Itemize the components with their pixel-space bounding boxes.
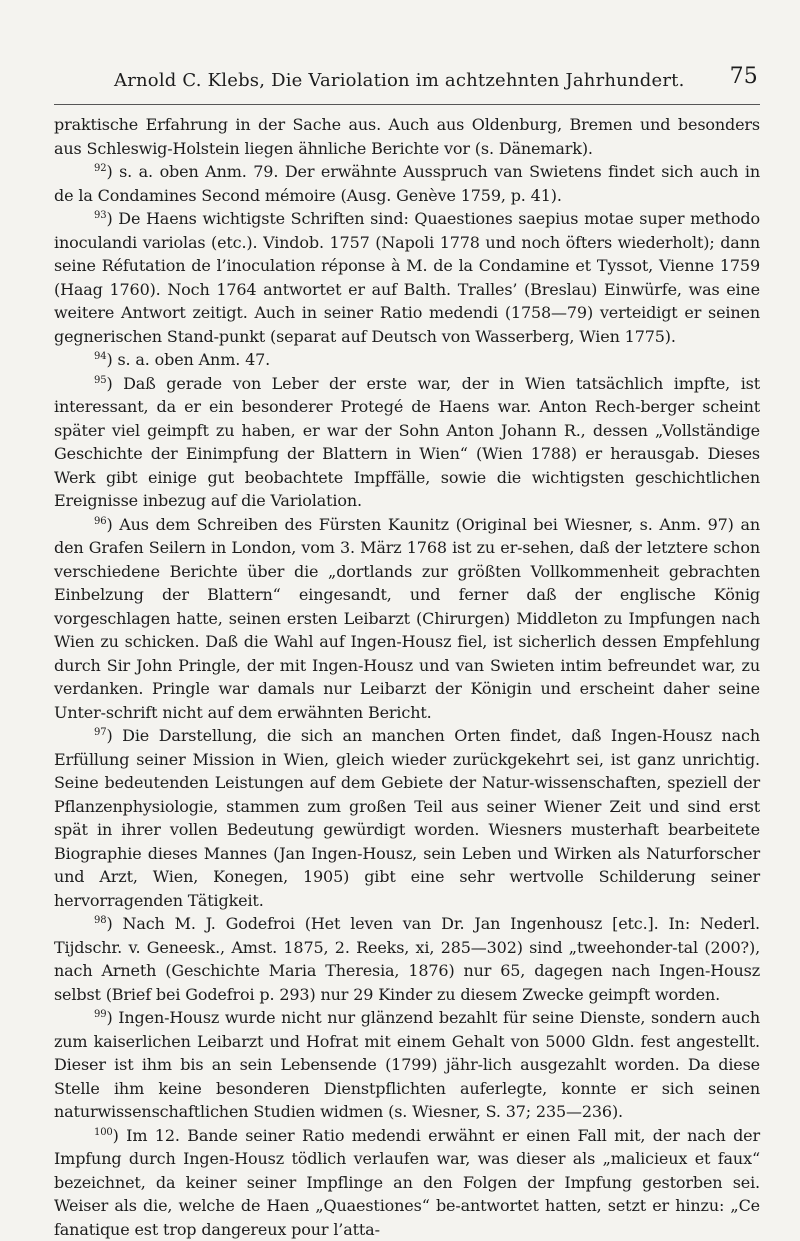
running-title: Arnold C. Klebs, Die Variolation im achtzehnten Jahrhundert.: [114, 70, 685, 91]
footnote-marker: 99: [94, 1009, 106, 1020]
footnote-96: $^{96}$) Aus dem Schreiben des Fürsten Kaunitz (Original bei Wiesner, s. Anm. 97) an den Grafen Seilern in London, vom 3. März 1768 ist zu er-sehen, daß der letztere schon verschiedene Berichte über die „dortlands zur größten Vollkommenheit gebrachten Einbelzung der Blattern“ eingesandt, und ferner daß der englische König vorgeschlagen hatte, seinen ersten Leibarzt (Chirurgen) Middleton zu Impfungen nach Wien zu schicken. Daß die Wahl auf Ingen-Housz fiel, ist sicherlich dessen Empfehlung durch Sir John Pringle, der mit Ingen-Housz und van Swieten intim befreundet war, zu verdanken. Pringle war damals nur Leibarzt der Königin und erscheint daher seine Unter-schrift nicht auf dem erwähnten Bericht.: [54, 513, 760, 725]
continued-paragraph: [54, 113, 760, 160]
footnote-93: $^{93}$) De Haens wichtigste Schriften sind: Quaestiones saepius motae super methodo inoculandi variolas (etc.). Vindob. 1757 (Napoli 1778 und noch öfters wiederholt); dann seine Réfutation de l’inoculation réponse à M. de la Condamine et Tyssot, Vienne 1759 (Haag 1760). Noch 1764 antwortet er auf Balth. Tralles’ (Breslau) Einwürfe, was eine weitere Antwort zeitigt. Auch in seiner Ratio medendi (1758—79) verteidigt er seinen gegnerischen Stand-punkt (separat auf Deutsch von Wasserberg, Wien 1775).: [54, 207, 760, 348]
footnote-text: Aus dem Schreiben des Fürsten Kaunitz (Original bei Wiesner, s. Anm. 97) an den Grafen Seilern in London, vom 3. März 1768 ist zu er-sehen, daß der letztere schon verschiedene Berichte über die „dortlands zur größten Vollkommenheit gebrachten Einbelzung der Blattern“ eingesandt, und ferner daß der englische König vorgeschlagen hatte, seinen ersten Leibarzt (Chirurgen) Middleton zu Impfungen nach Wien zu schicken. Daß die Wahl auf Ingen-Housz fiel, ist sicherlich dessen Empfehlung durch Sir John Pringle, der mit Ingen-Housz und van Swieten intim befreundet war, zu verdanken. Pringle war damals nur Leibarzt der Königin und erscheint daher seine Unter-schrift nicht auf dem erwähnten Bericht.: [54, 515, 760, 722]
running-header: [54, 64, 760, 105]
footnote-text: s. a. oben Anm. 47.: [117, 350, 270, 369]
footnote-97: $^{97}$) Die Darstellung, die sich an manchen Orten findet, daß Ingen-Housz nach Erfüllung seiner Mission in Wien, gleich wieder zurückgekehrt sei, ist ganz unrichtig. Seine bedeutenden Leistungen auf dem Gebiete der Natur-wissenschaften, speziell der Pflanzenphysiologie, stammen zum großen Teil aus seiner Wiener Zeit und sind erst spät in ihrer vollen Bedeutung gewürdigt worden. Wiesners musterhaft bearbeitete Biographie dieses Mannes (Jan Ingen-Housz, sein Leben und Wirken als Naturforscher und Arzt, Wien, Konegen, 1905) gibt eine sehr wertvolle Schilderung seiner hervorragenden Tätigkeit.: [54, 724, 760, 912]
footnote-100: $^{100}$) Im 12. Bande seiner Ratio medendi erwähnt er einen Fall mit, der nach der Impfung durch Ingen-Housz tödlich verlaufen war, was dieser als „malicieux et faux“ bezeichnet, da keiner seiner Impflinge an den Folgen der Impfung gestorben sei. Weiser als die, welche de Haen „Quaestiones“ be-antwortet hatten, setzt er hinzu: „Ce fanatique est trop dangereux pour l’atta-: [54, 1124, 760, 1241]
footnote-98: $^{98}$) Nach M. J. Godefroi (Het leven van Dr. Jan Ingenhousz [etc.]. In: Nederl. Tijdschr. v. Geneesk., Amst. 1875, 2. Reeks, xi, 285—302) sind „tweehonder-tal (200?), nach Arneth (Geschichte Maria Theresia, 1876) nur 65, dagegen nach Ingen-Housz selbst (Brief bei Godefroi p. 293) nur 29 Kinder zu diesem Zwecke geimpft worden.: [54, 912, 760, 1006]
footnote-text: Nach M. J. Godefroi (Het leven van Dr. Jan Ingenhousz [etc.]. In: Nederl. Tijdschr. v. Geneesk., Amst. 1875, 2. Reeks, xi, 285—302) sind „tweehonder-tal (200?), nach Arneth (Geschichte Maria Theresia, 1876) nur 65, dagegen nach Ingen-Housz selbst (Brief bei Godefroi p. 293) nur 29 Kinder zu diesem Zwecke geimpft worden.: [54, 914, 760, 1004]
footnote-text: Daß gerade von Leber der erste war, der in Wien tatsächlich impfte, ist interessant, da er ein besonderer Protegé de Haens war. Anton Rech-berger scheint später viel geimpft zu haben, er war der Sohn Anton Johann R., dessen „Vollständige Geschichte der Einimpfung der Blattern in Wien“ (Wien 1788) er herausgab. Dieses Werk gibt einige gut beobachtete Impffälle, sowie die wichtigsten geschichtlichen Ereignisse inbezug auf die Variolation.: [54, 374, 760, 511]
paragraph-text: praktische Erfahrung in der Sache aus. Auch aus Oldenburg, Bremen und besonders aus Schleswig-Holstein liegen ähnliche Berichte vor (s. Dänemark).: [54, 115, 760, 158]
footnote-text: Ingen-Housz wurde nicht nur glänzend bezahlt für seine Dienste, sondern auch zum kaiserlichen Leibarzt und Hofrat mit einem Gehalt von 5000 Gldn. fest angestellt. Dieser ist ihm bis an sein Lebensende (1799) jähr-lich ausgezahlt worden. Da diese Stelle ihm keine besonderen Dienstpflichten auferlegte, konnte er sich seinen naturwissenschaftlichen Studien widmen (s. Wiesner, S. 37; 235—236).: [54, 1008, 760, 1121]
footnote-marker: 98: [94, 915, 106, 926]
footnotes-body: [54, 113, 760, 1241]
footnote-92: $^{92}$) s. a. oben Anm. 79. Der erwähnte Ausspruch van Swietens findet sich auch in de la Condamines Second mémoire (Ausg. Genève 1759, p. 41).: [54, 160, 760, 207]
footnote-text: Die Darstellung, die sich an manchen Orten findet, daß Ingen-Housz nach Erfüllung seiner Mission in Wien, gleich wieder zurückgekehrt sei, ist ganz unrichtig. Seine bedeutenden Leistungen auf dem Gebiete der Natur-wissenschaften, speziell der Pflanzenphysiologie, stammen zum großen Teil aus seiner Wiener Zeit und sind erst spät in ihrer vollen Bedeutung gewürdigt worden. Wiesners musterhaft bearbeitete Biographie dieses Mannes (Jan Ingen-Housz, sein Leben und Wirken als Naturforscher und Arzt, Wien, Konegen, 1905) gibt eine sehr wertvolle Schilderung seiner hervorragenden Tätigkeit.: [54, 726, 760, 910]
footnote-text: Im 12. Bande seiner Ratio medendi erwähnt er einen Fall mit, der nach der Impfung durch Ingen-Housz tödlich verlaufen war, was dieser als „malicieux et faux“ bezeichnet, da keiner seiner Impflinge an den Folgen der Impfung gestorben sei. Weiser als die, welche de Haen „Quaestiones“ be-antwortet hatten, setzt er hinzu: „Ce fanatique est trop dangereux pour l’atta-: [54, 1126, 760, 1239]
footnote-marker: 94: [94, 351, 106, 362]
footnote-marker: 95: [94, 375, 106, 386]
footnote-text: De Haens wichtigste Schriften sind: Quaestiones saepius motae super methodo inoculandi variolas (etc.). Vindob. 1757 (Napoli 1778 und noch öfters wiederholt); dann seine Réfutation de l’inoculation réponse à M. de la Condamine et Tyssot, Vienne 1759 (Haag 1760). Noch 1764 antwortet er auf Balth. Tralles’ (Breslau) Einwürfe, was eine weitere Antwort zeitigt. Auch in seiner Ratio medendi (1758—79) verteidigt er seinen gegnerischen Stand-punkt (separat auf Deutsch von Wasserberg, Wien 1775).: [54, 209, 760, 346]
footnote-95: $^{95}$) Daß gerade von Leber der erste war, der in Wien tatsächlich impfte, ist interessant, da er ein besonderer Protegé de Haens war. Anton Rech-berger scheint später viel geimpft zu haben, er war der Sohn Anton Johann R., dessen „Vollständige Geschichte der Einimpfung der Blattern in Wien“ (Wien 1788) er herausgab. Dieses Werk gibt einige gut beobachtete Impffälle, sowie die wichtigsten geschichtlichen Ereignisse inbezug auf die Variolation.: [54, 372, 760, 513]
footnote-marker: 92: [94, 163, 106, 174]
footnote-marker: 100: [94, 1127, 113, 1138]
footnote-99: $^{99}$) Ingen-Housz wurde nicht nur glänzend bezahlt für seine Dienste, sondern auch zum kaiserlichen Leibarzt und Hofrat mit einem Gehalt von 5000 Gldn. fest angestellt. Dieser ist ihm bis an sein Lebensende (1799) jähr-lich ausgezahlt worden. Da diese Stelle ihm keine besonderen Dienstpflichten auferlegte, konnte er sich seinen naturwissenschaftlichen Studien widmen (s. Wiesner, S. 37; 235—236).: [54, 1006, 760, 1124]
footnote-marker: 93: [94, 210, 106, 221]
footnote-marker: 97: [94, 727, 106, 738]
page-number: 75: [730, 64, 758, 89]
footnote-text: s. a. oben Anm. 79. Der erwähnte Ausspruch van Swietens findet sich auch in de la Condamines Second mémoire (Ausg. Genève 1759, p. 41).: [54, 162, 760, 205]
footnote-94: $^{94}$) s. a. oben Anm. 47.: [54, 348, 760, 372]
footnote-marker: 96: [94, 516, 106, 527]
